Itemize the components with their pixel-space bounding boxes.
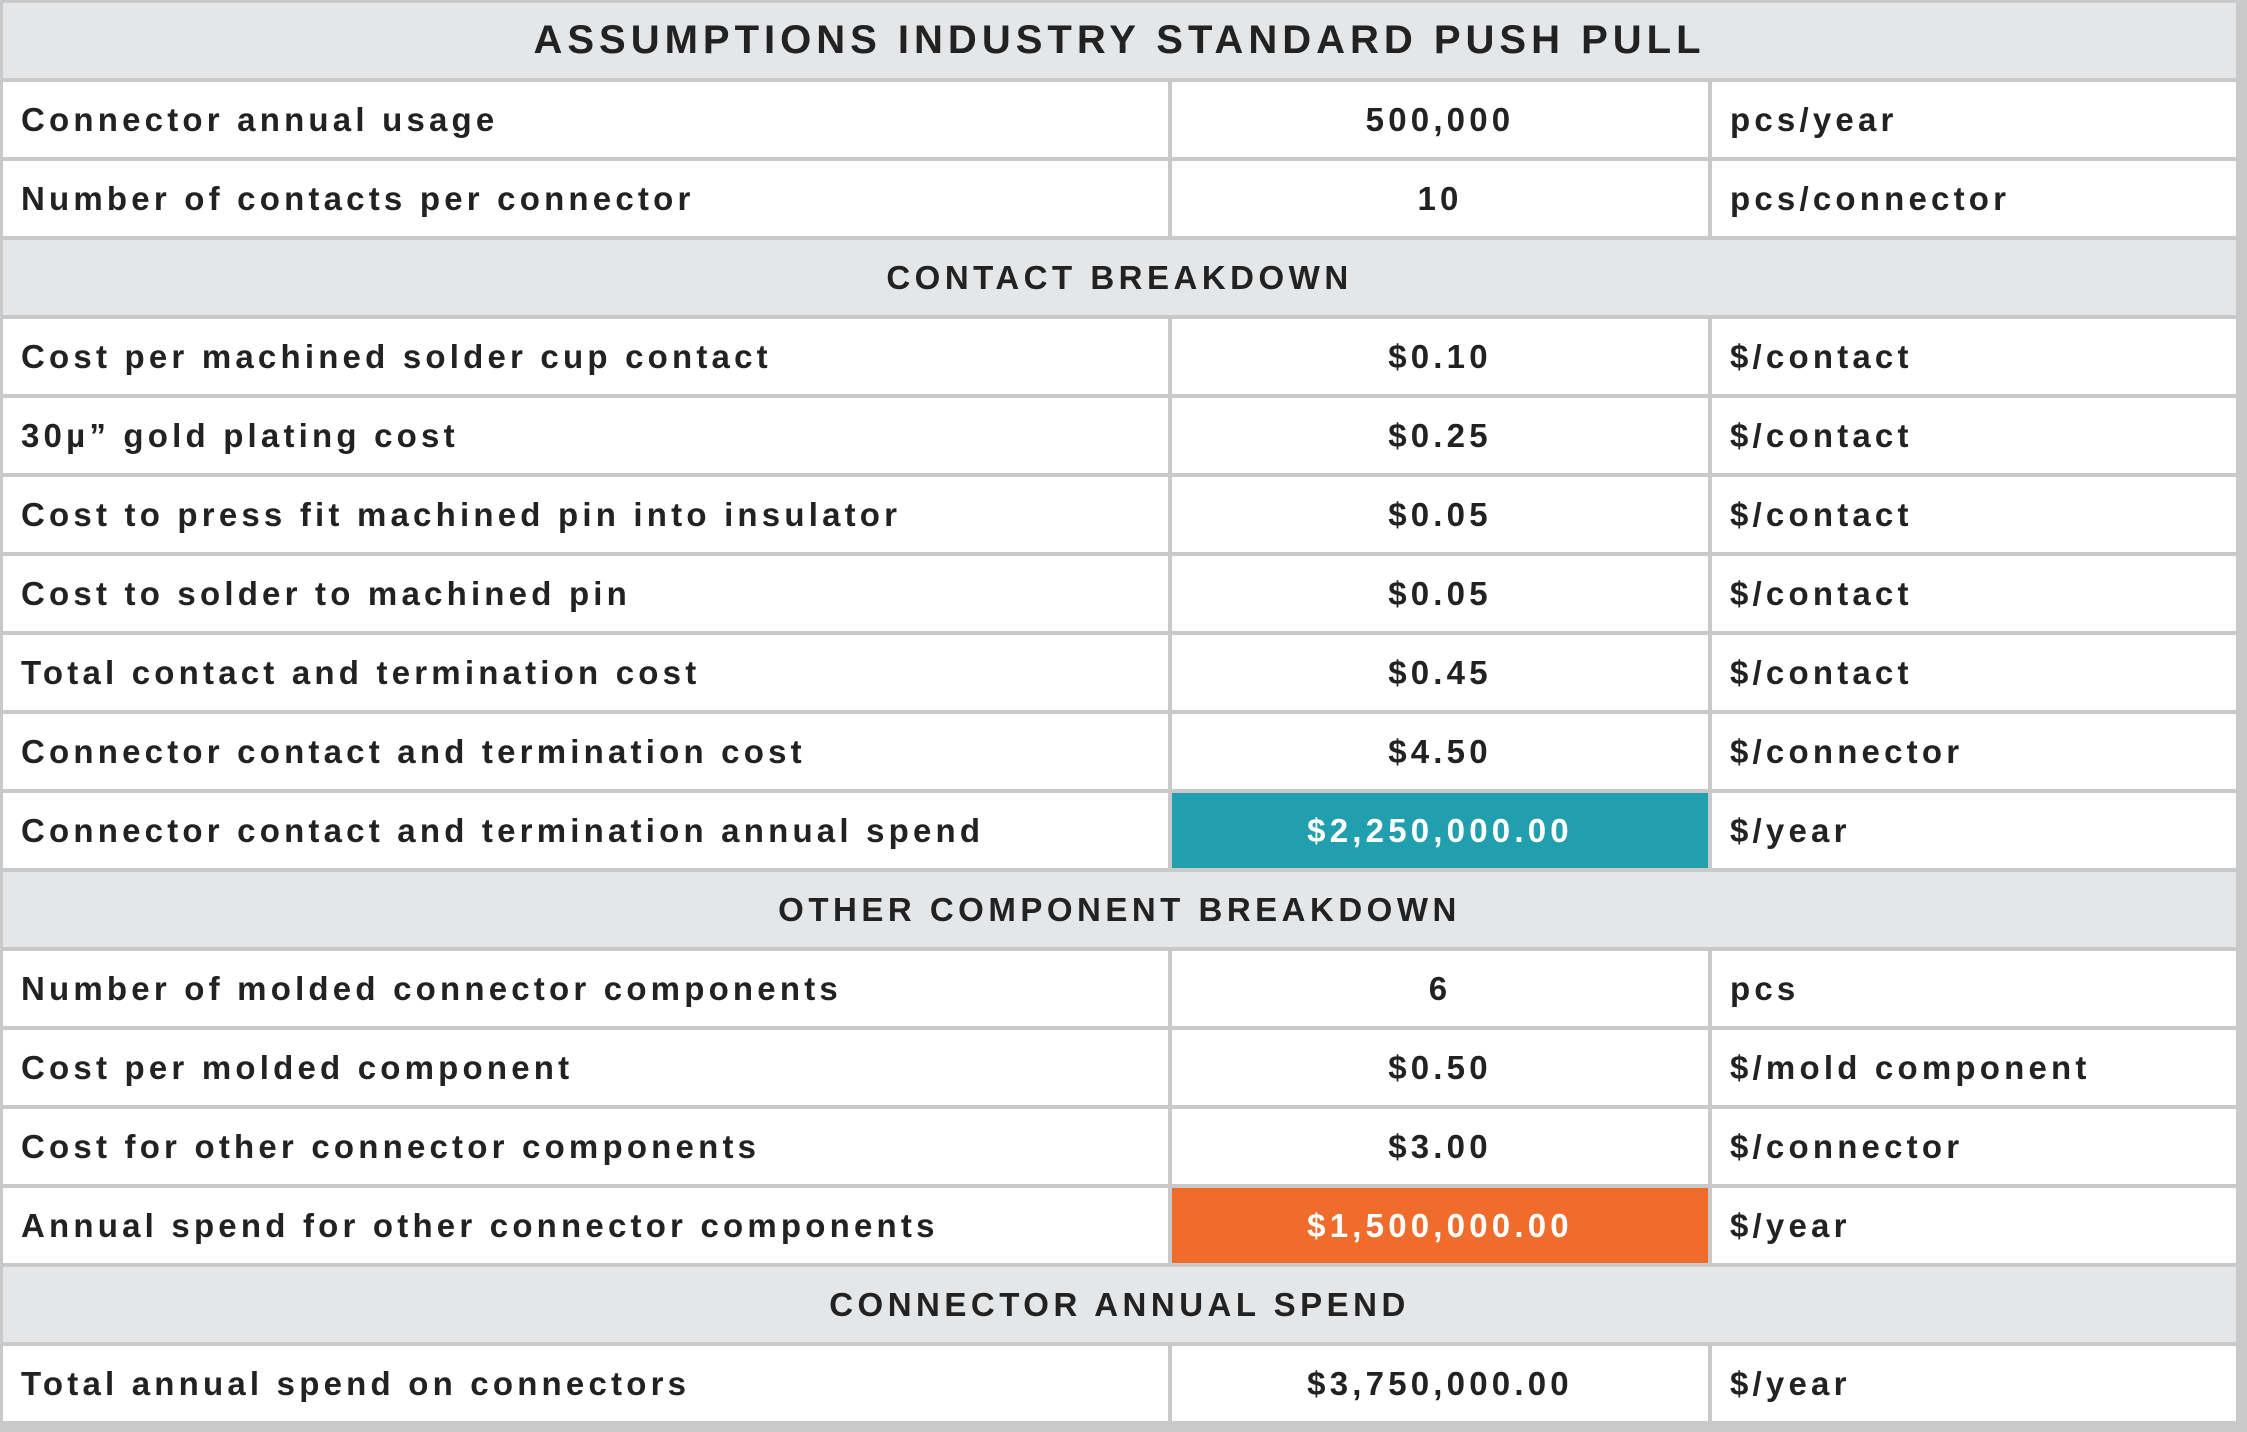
row-value-highlight-orange: $1,500,000.00 <box>1172 1188 1708 1263</box>
row-unit: pcs/connector <box>1712 161 2236 236</box>
row-unit: $/contact <box>1712 398 2236 473</box>
table-row <box>3 477 2236 552</box>
section-header-row <box>3 240 2236 315</box>
section-header: OTHER COMPONENT BREAKDOWN <box>3 872 2236 947</box>
row-value: $4.50 <box>1172 714 1708 789</box>
table-row <box>3 951 2236 1026</box>
row-label: Number of molded connector components <box>3 951 1168 1026</box>
table-row <box>3 793 2236 868</box>
row-label: Cost to solder to machined pin <box>3 556 1168 631</box>
row-label: Total contact and termination cost <box>3 635 1168 710</box>
row-value: $0.05 <box>1172 477 1708 552</box>
row-unit: $/year <box>1712 1188 2236 1263</box>
row-unit: $/connector <box>1712 714 2236 789</box>
row-label: Connector contact and termination cost <box>3 714 1168 789</box>
section-header-row <box>3 872 2236 947</box>
table-body <box>3 3 2236 1421</box>
row-unit: $/connector <box>1712 1109 2236 1184</box>
row-value: $0.10 <box>1172 319 1708 394</box>
row-unit: $/contact <box>1712 319 2236 394</box>
row-label: 30µ” gold plating cost <box>3 398 1168 473</box>
row-value: $0.05 <box>1172 556 1708 631</box>
table-title-row <box>3 3 2236 78</box>
row-label: Total annual spend on connectors <box>3 1346 1168 1421</box>
table-row <box>3 1346 2236 1421</box>
row-value: 6 <box>1172 951 1708 1026</box>
row-unit: pcs <box>1712 951 2236 1026</box>
table-row <box>3 1188 2236 1263</box>
row-value: 500,000 <box>1172 82 1708 157</box>
row-value: $3.00 <box>1172 1109 1708 1184</box>
table-row <box>3 1030 2236 1105</box>
row-value: $3,750,000.00 <box>1172 1346 1708 1421</box>
row-label: Cost to press fit machined pin into insulator <box>3 477 1168 552</box>
row-label: Number of contacts per connector <box>3 161 1168 236</box>
row-unit: $/contact <box>1712 556 2236 631</box>
table-row <box>3 319 2236 394</box>
row-unit: $/year <box>1712 793 2236 868</box>
row-value-highlight-teal: $2,250,000.00 <box>1172 793 1708 868</box>
row-value: $0.50 <box>1172 1030 1708 1105</box>
section-header: CONNECTOR ANNUAL SPEND <box>3 1267 2236 1342</box>
row-unit: $/contact <box>1712 477 2236 552</box>
table-row <box>3 1109 2236 1184</box>
row-value: $0.45 <box>1172 635 1708 710</box>
row-label: Cost per machined solder cup contact <box>3 319 1168 394</box>
row-unit: pcs/year <box>1712 82 2236 157</box>
table-row <box>3 398 2236 473</box>
table-row <box>3 82 2236 157</box>
table-row <box>3 714 2236 789</box>
table-title: ASSUMPTIONS INDUSTRY STANDARD PUSH PULL <box>3 3 2236 78</box>
table-row <box>3 556 2236 631</box>
row-label: Connector contact and termination annual spend <box>3 793 1168 868</box>
row-label: Cost per molded component <box>3 1030 1168 1105</box>
row-label: Connector annual usage <box>3 82 1168 157</box>
row-unit: $/year <box>1712 1346 2236 1421</box>
row-label: Annual spend for other connector components <box>3 1188 1168 1263</box>
row-unit: $/mold component <box>1712 1030 2236 1105</box>
section-header-row <box>3 1267 2236 1342</box>
table-row <box>3 635 2236 710</box>
row-value: 10 <box>1172 161 1708 236</box>
section-header: CONTACT BREAKDOWN <box>3 240 2236 315</box>
row-value: $0.25 <box>1172 398 1708 473</box>
table-row <box>3 161 2236 236</box>
row-label: Cost for other connector components <box>3 1109 1168 1184</box>
row-unit: $/contact <box>1712 635 2236 710</box>
